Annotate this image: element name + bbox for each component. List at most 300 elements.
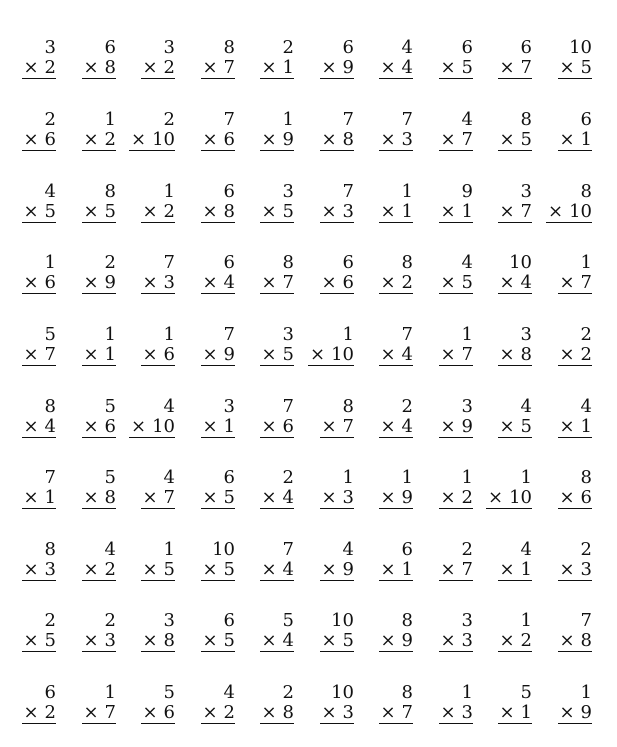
times-sign: × <box>440 416 456 437</box>
multiplier: 10 <box>569 201 592 222</box>
multiplier-line <box>22 345 56 366</box>
problem <box>82 397 116 438</box>
problem <box>558 683 592 724</box>
multiplier-line <box>260 560 294 581</box>
multiplier-line <box>498 345 532 366</box>
multiplier-line <box>558 560 592 581</box>
multiplier-line <box>141 58 175 79</box>
problem <box>82 683 116 724</box>
multiplicand: 4 <box>223 682 235 703</box>
multiplier-line <box>546 202 592 223</box>
problem <box>201 182 235 223</box>
times-sign: × <box>499 57 515 78</box>
multiplier-line <box>320 417 354 438</box>
times-sign: × <box>261 129 277 150</box>
multiplicand: 3 <box>520 324 532 345</box>
problem <box>439 110 473 151</box>
times-sign: × <box>380 559 396 580</box>
problem <box>320 540 354 581</box>
multiplicand: 8 <box>580 181 592 202</box>
multiplier-line <box>201 417 235 438</box>
times-sign: × <box>321 201 337 222</box>
multiplier: 3 <box>44 559 56 580</box>
problem <box>201 110 235 151</box>
multiplicand: 9 <box>461 181 473 202</box>
multiplier: 2 <box>44 702 56 723</box>
multiplicand: 4 <box>580 396 592 417</box>
times-sign: × <box>202 559 218 580</box>
multiplier-line <box>129 417 175 438</box>
multiplier-line <box>498 703 532 724</box>
times-sign: × <box>440 487 456 508</box>
multiplicand: 3 <box>223 396 235 417</box>
times-sign: × <box>131 416 147 437</box>
problem <box>558 110 592 151</box>
multiplier-line <box>558 130 592 151</box>
multiplier: 4 <box>520 272 532 293</box>
multiplier: 5 <box>461 57 473 78</box>
multiplier: 9 <box>104 272 116 293</box>
multiplier-line <box>22 130 56 151</box>
multiplicand: 8 <box>282 252 294 273</box>
problem <box>379 611 413 652</box>
multiplier: 2 <box>104 129 116 150</box>
multiplicand: 2 <box>163 109 175 130</box>
times-sign: × <box>261 272 277 293</box>
problem <box>379 468 413 509</box>
multiplicand: 8 <box>223 37 235 58</box>
multiplier: 5 <box>223 487 235 508</box>
multiplier-line <box>320 488 354 509</box>
multiplier: 7 <box>163 487 175 508</box>
multiplier: 5 <box>163 559 175 580</box>
multiplicand: 7 <box>44 467 56 488</box>
problem <box>22 253 56 294</box>
multiplier: 4 <box>223 272 235 293</box>
times-sign: × <box>380 272 396 293</box>
times-sign: × <box>499 344 515 365</box>
multiplicand: 2 <box>401 396 413 417</box>
multiplier-line <box>260 631 294 652</box>
multiplier: 7 <box>461 129 473 150</box>
problem <box>82 182 116 223</box>
problem <box>141 253 175 294</box>
problem <box>558 397 592 438</box>
multiplicand: 1 <box>163 324 175 345</box>
times-sign: × <box>83 272 99 293</box>
multiplier: 2 <box>104 559 116 580</box>
multiplier: 4 <box>401 344 413 365</box>
times-sign: × <box>83 487 99 508</box>
problem <box>498 325 532 366</box>
times-sign: × <box>142 57 158 78</box>
multiplier: 5 <box>520 416 532 437</box>
multiplier: 7 <box>401 702 413 723</box>
multiplicand: 3 <box>163 610 175 631</box>
times-sign: × <box>83 201 99 222</box>
multiplier: 5 <box>282 201 294 222</box>
multiplier: 5 <box>44 201 56 222</box>
multiplicand: 6 <box>44 682 56 703</box>
multiplier-line <box>82 488 116 509</box>
multiplicand: 1 <box>104 109 116 130</box>
problem <box>141 182 175 223</box>
multiplier: 1 <box>282 57 294 78</box>
problem <box>260 110 294 151</box>
multiplier: 7 <box>342 416 354 437</box>
multiplicand: 1 <box>104 324 116 345</box>
multiplier: 3 <box>580 559 592 580</box>
times-sign: × <box>261 559 277 580</box>
problem <box>439 325 473 366</box>
times-sign: × <box>142 487 158 508</box>
multiplicand: 4 <box>461 109 473 130</box>
multiplicand: 7 <box>342 109 354 130</box>
times-sign: × <box>440 702 456 723</box>
times-sign: × <box>559 272 575 293</box>
times-sign: × <box>202 416 218 437</box>
problem <box>498 397 532 438</box>
multiplicand: 6 <box>104 37 116 58</box>
problem <box>141 683 175 724</box>
times-sign: × <box>261 416 277 437</box>
multiplier: 3 <box>342 702 354 723</box>
multiplicand: 10 <box>331 682 354 703</box>
multiplier: 3 <box>104 630 116 651</box>
times-sign: × <box>499 416 515 437</box>
times-sign: × <box>559 129 575 150</box>
multiplier: 2 <box>580 344 592 365</box>
problem <box>439 683 473 724</box>
problem <box>260 611 294 652</box>
multiplicand: 8 <box>580 467 592 488</box>
times-sign: × <box>131 129 147 150</box>
times-sign: × <box>499 272 515 293</box>
multiplicand: 7 <box>223 109 235 130</box>
problem <box>558 611 592 652</box>
multiplier: 1 <box>580 416 592 437</box>
multiplicand: 1 <box>461 324 473 345</box>
multiplicand: 5 <box>163 682 175 703</box>
multiplicand: 1 <box>461 467 473 488</box>
problem <box>439 253 473 294</box>
multiplier-line <box>260 417 294 438</box>
times-sign: × <box>380 630 396 651</box>
multiplicand: 6 <box>223 610 235 631</box>
multiplicand: 7 <box>401 109 413 130</box>
multiplicand: 1 <box>44 252 56 273</box>
multiplicand: 4 <box>520 539 532 560</box>
times-sign: × <box>380 129 396 150</box>
times-sign: × <box>380 57 396 78</box>
times-sign: × <box>321 416 337 437</box>
multiplier: 6 <box>163 702 175 723</box>
times-sign: × <box>23 702 39 723</box>
multiplier: 3 <box>342 487 354 508</box>
multiplier: 9 <box>282 129 294 150</box>
times-sign: × <box>23 272 39 293</box>
times-sign: × <box>23 559 39 580</box>
multiplier-line <box>498 202 532 223</box>
multiplier: 1 <box>461 201 473 222</box>
multiplier: 6 <box>223 129 235 150</box>
multiplier: 4 <box>282 630 294 651</box>
multiplier-line <box>486 488 532 509</box>
times-sign: × <box>380 201 396 222</box>
times-sign: × <box>440 201 456 222</box>
problem <box>558 468 592 509</box>
multiplicand: 1 <box>282 109 294 130</box>
multiplier: 5 <box>461 272 473 293</box>
multiplier: 1 <box>401 559 413 580</box>
multiplier: 3 <box>401 129 413 150</box>
multiplicand: 7 <box>282 396 294 417</box>
multiplicand: 6 <box>520 37 532 58</box>
multiplier-line <box>558 488 592 509</box>
multiplier: 3 <box>163 272 175 293</box>
multiplier: 4 <box>401 57 413 78</box>
multiplier-line <box>22 417 56 438</box>
multiplier-line <box>22 560 56 581</box>
multiplier-line <box>201 273 235 294</box>
times-sign: × <box>559 702 575 723</box>
multiplier: 4 <box>401 416 413 437</box>
multiplier: 7 <box>44 344 56 365</box>
times-sign: × <box>380 344 396 365</box>
problem <box>141 468 175 509</box>
times-sign: × <box>440 559 456 580</box>
problem <box>558 540 592 581</box>
multiplier-line <box>320 631 354 652</box>
multiplier: 6 <box>163 344 175 365</box>
times-sign: × <box>83 559 99 580</box>
multiplier: 7 <box>520 201 532 222</box>
times-sign: × <box>202 487 218 508</box>
times-sign: × <box>202 630 218 651</box>
multiplicand: 4 <box>401 37 413 58</box>
times-sign: × <box>202 201 218 222</box>
multiplicand: 3 <box>282 324 294 345</box>
multiplier: 2 <box>163 201 175 222</box>
problem <box>320 38 354 79</box>
multiplier: 10 <box>152 129 175 150</box>
multiplicand: 10 <box>212 539 235 560</box>
multiplicand: 5 <box>104 396 116 417</box>
problem <box>379 683 413 724</box>
multiplier: 8 <box>223 201 235 222</box>
multiplicand: 6 <box>223 252 235 273</box>
multiplier: 5 <box>580 57 592 78</box>
multiplier-line <box>260 58 294 79</box>
multiplier: 1 <box>44 487 56 508</box>
multiplier-line <box>22 58 56 79</box>
problem <box>439 182 473 223</box>
multiplier-line <box>320 58 354 79</box>
multiplier-line <box>498 130 532 151</box>
problem <box>320 611 354 652</box>
multiplier: 9 <box>580 702 592 723</box>
multiplicand: 7 <box>163 252 175 273</box>
problem <box>82 253 116 294</box>
multiplier-line <box>260 345 294 366</box>
problem <box>379 540 413 581</box>
times-sign: × <box>559 416 575 437</box>
multiplicand: 4 <box>461 252 473 273</box>
multiplier-line <box>439 58 473 79</box>
problem <box>201 38 235 79</box>
times-sign: × <box>310 344 326 365</box>
times-sign: × <box>261 630 277 651</box>
multiplier-line <box>201 202 235 223</box>
problem <box>308 325 354 366</box>
multiplicand: 5 <box>44 324 56 345</box>
multiplicand: 1 <box>401 181 413 202</box>
multiplier-line <box>498 631 532 652</box>
times-sign: × <box>202 272 218 293</box>
multiplicand: 6 <box>223 467 235 488</box>
problem <box>22 540 56 581</box>
multiplicand: 8 <box>401 682 413 703</box>
multiplier-line <box>22 273 56 294</box>
multiplicand: 4 <box>44 181 56 202</box>
multiplier: 2 <box>44 57 56 78</box>
problem <box>498 253 532 294</box>
problem <box>320 397 354 438</box>
multiplicand: 5 <box>104 467 116 488</box>
multiplicand: 10 <box>569 37 592 58</box>
times-sign: × <box>23 416 39 437</box>
multiplier: 5 <box>223 630 235 651</box>
multiplier: 2 <box>163 57 175 78</box>
multiplier-line <box>82 417 116 438</box>
multiplier-line <box>498 273 532 294</box>
problem <box>558 38 592 79</box>
problem <box>260 540 294 581</box>
multiplier-line <box>141 631 175 652</box>
times-sign: × <box>440 57 456 78</box>
multiplicand: 5 <box>282 610 294 631</box>
times-sign: × <box>23 344 39 365</box>
problem <box>201 325 235 366</box>
multiplicand: 2 <box>104 610 116 631</box>
problem <box>82 110 116 151</box>
multiplicand: 3 <box>461 396 473 417</box>
multiplier-line <box>141 488 175 509</box>
problem <box>486 468 532 509</box>
problem <box>201 683 235 724</box>
multiplicand: 7 <box>580 610 592 631</box>
multiplicand: 8 <box>342 396 354 417</box>
times-sign: × <box>559 487 575 508</box>
multiplicand: 6 <box>580 109 592 130</box>
multiplier-line <box>379 417 413 438</box>
multiplier-line <box>82 703 116 724</box>
multiplier: 6 <box>104 416 116 437</box>
multiplier: 7 <box>520 57 532 78</box>
multiplier-line <box>260 273 294 294</box>
multiplicand: 6 <box>342 37 354 58</box>
times-sign: × <box>83 702 99 723</box>
multiplier-line <box>320 703 354 724</box>
multiplier: 7 <box>223 57 235 78</box>
multiplier-line <box>498 417 532 438</box>
problem <box>498 38 532 79</box>
multiplier-line <box>558 345 592 366</box>
multiplier-line <box>320 130 354 151</box>
problem <box>498 683 532 724</box>
multiplier-line <box>82 631 116 652</box>
times-sign: × <box>321 702 337 723</box>
multiplier: 8 <box>104 57 116 78</box>
problem <box>201 540 235 581</box>
multiplier: 9 <box>342 559 354 580</box>
times-sign: × <box>321 129 337 150</box>
multiplier-line <box>498 560 532 581</box>
multiplier-line <box>439 560 473 581</box>
problem <box>558 253 592 294</box>
times-sign: × <box>321 57 337 78</box>
multiplicand: 1 <box>461 682 473 703</box>
multiplier-line <box>141 703 175 724</box>
multiplier-line <box>201 631 235 652</box>
multiplicand: 7 <box>342 181 354 202</box>
multiplier-line <box>82 273 116 294</box>
multiplicand: 8 <box>104 181 116 202</box>
multiplier-line <box>439 345 473 366</box>
multiplier: 8 <box>104 487 116 508</box>
multiplier: 8 <box>580 630 592 651</box>
multiplier-line <box>558 58 592 79</box>
multiplier-line <box>201 130 235 151</box>
multiplicand: 2 <box>104 252 116 273</box>
problem <box>320 253 354 294</box>
multiplier: 3 <box>342 201 354 222</box>
multiplier: 10 <box>152 416 175 437</box>
problem <box>22 611 56 652</box>
times-sign: × <box>499 129 515 150</box>
multiplier: 8 <box>342 129 354 150</box>
problem <box>498 110 532 151</box>
times-sign: × <box>321 630 337 651</box>
multiplier-line <box>141 273 175 294</box>
multiplier: 5 <box>104 201 116 222</box>
multiplier: 8 <box>282 702 294 723</box>
multiplicand: 6 <box>461 37 473 58</box>
multiplier-line <box>379 202 413 223</box>
multiplicand: 6 <box>401 539 413 560</box>
times-sign: × <box>499 201 515 222</box>
multiplicand: 2 <box>282 37 294 58</box>
problem <box>379 38 413 79</box>
times-sign: × <box>23 630 39 651</box>
multiplicand: 2 <box>282 467 294 488</box>
multiplier-line <box>439 417 473 438</box>
multiplier-line <box>439 703 473 724</box>
multiplier-line <box>141 560 175 581</box>
problem <box>439 540 473 581</box>
problem <box>498 540 532 581</box>
times-sign: × <box>142 702 158 723</box>
times-sign: × <box>23 201 39 222</box>
multiplier: 10 <box>331 344 354 365</box>
multiplier-line <box>201 488 235 509</box>
problem <box>141 38 175 79</box>
multiplicand: 7 <box>223 324 235 345</box>
multiplicand: 5 <box>520 682 532 703</box>
multiplier: 6 <box>580 487 592 508</box>
multiplier-line <box>82 560 116 581</box>
multiplicand: 8 <box>44 539 56 560</box>
